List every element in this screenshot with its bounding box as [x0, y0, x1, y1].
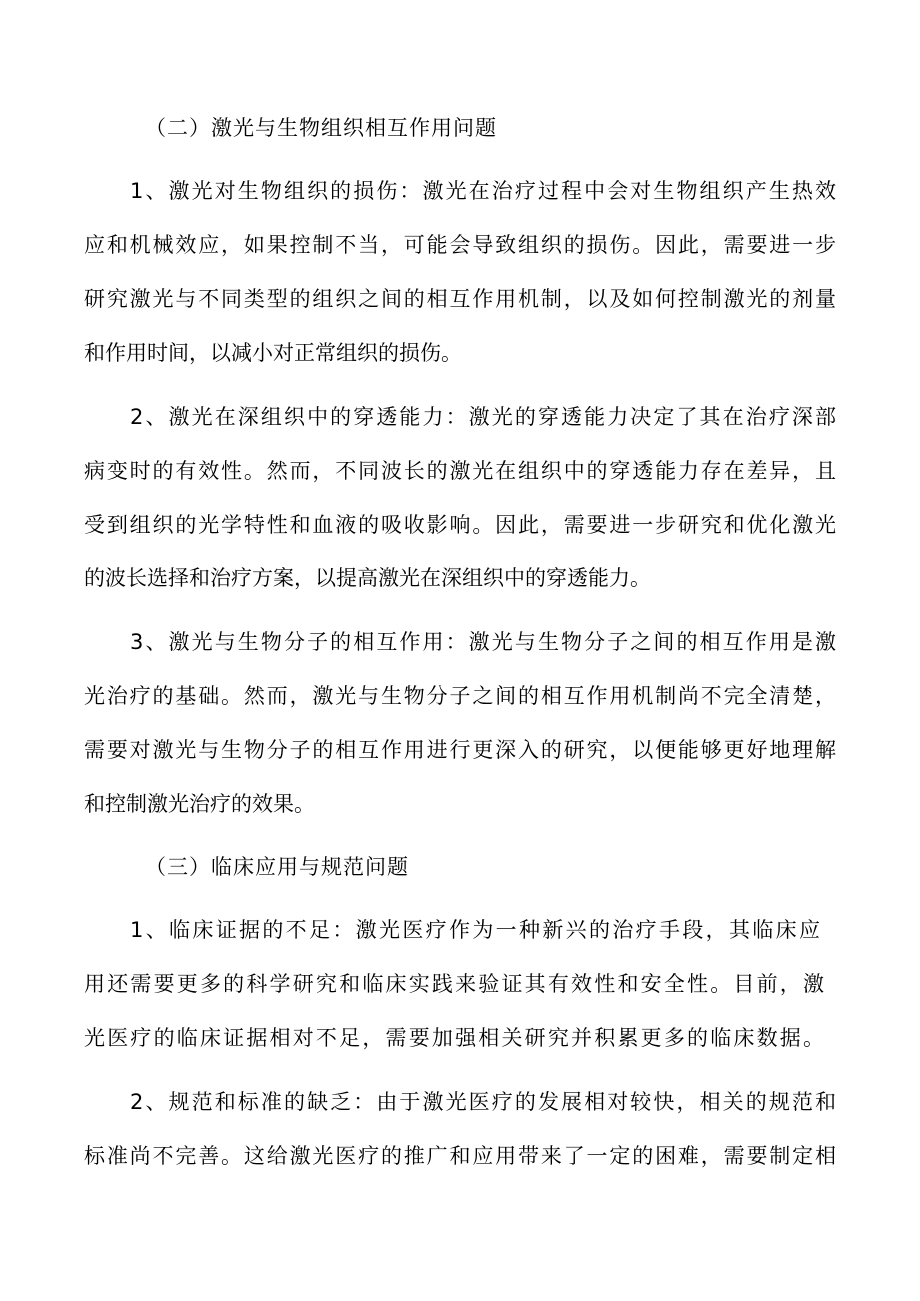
paragraph-2-1-line-3: 研究激光与不同类型的组织之间的相互作用机制，以及如何控制激光的剂量: [84, 287, 836, 311]
paragraph-2-3-line-3: 需要对激光与生物分子的相互作用进行更深入的研究，以便能够更好地理解: [84, 738, 836, 762]
paragraph-2-2-line-4: 的波长选择和治疗方案，以提高激光在深组织中的穿透能力。: [84, 566, 651, 590]
paragraph-2-2-line-3: 受到组织的光学特性和血液的吸收影响。因此，需要进一步研究和优化激光: [84, 513, 836, 537]
paragraph-2-2-line-2: 病变时的有效性。然而，不同波长的激光在组织中的穿透能力存在差异，且: [84, 459, 836, 483]
paragraph-2-1-line-1: 1、激光对生物组织的损伤：激光在治疗过程中会对生物组织产生热效: [130, 179, 836, 203]
paragraph-3-1-line-2: 用还需要更多的科学研究和临床实践来验证其有效性和安全性。目前，激: [84, 972, 824, 996]
paragraph-3-2-line-2: 标准尚不完善。这给激光医疗的推广和应用带来了一定的困难，需要制定相: [84, 1144, 836, 1168]
paragraph-2-2-line-1: 2、激光在深组织中的穿透能力：激光的穿透能力决定了其在治疗深部: [130, 405, 836, 429]
paragraph-2-1-line-2: 应和机械效应，如果控制不当，可能会导致组织的损伤。因此，需要进一步: [84, 233, 836, 257]
section-3-heading: （三）临床应用与规范问题: [145, 855, 409, 879]
paragraph-2-3-line-2: 光治疗的基础。然而，激光与生物分子之间的相互作用机制尚不完全清楚，: [84, 684, 836, 708]
paragraph-2-1-line-4: 和作用时间，以减小对正常组织的损伤。: [84, 341, 462, 365]
paragraph-2-3-line-1: 3、激光与生物分子的相互作用：激光与生物分子之间的相互作用是激: [130, 630, 836, 654]
section-2-heading: （二）激光与生物组织相互作用问题: [145, 116, 497, 140]
paragraph-2-3-line-4: 和控制激光治疗的效果。: [84, 792, 315, 816]
paragraph-3-1-line-1: 1、临床证据的不足：激光医疗作为一种新兴的治疗手段，其临床应: [130, 918, 820, 942]
paragraph-3-1-line-3: 光医疗的临床证据相对不足，需要加强相关研究并积累更多的临床数据。: [84, 1026, 824, 1050]
paragraph-3-2-line-1: 2、规范和标准的缺乏：由于激光医疗的发展相对较快，相关的规范和: [130, 1090, 836, 1114]
